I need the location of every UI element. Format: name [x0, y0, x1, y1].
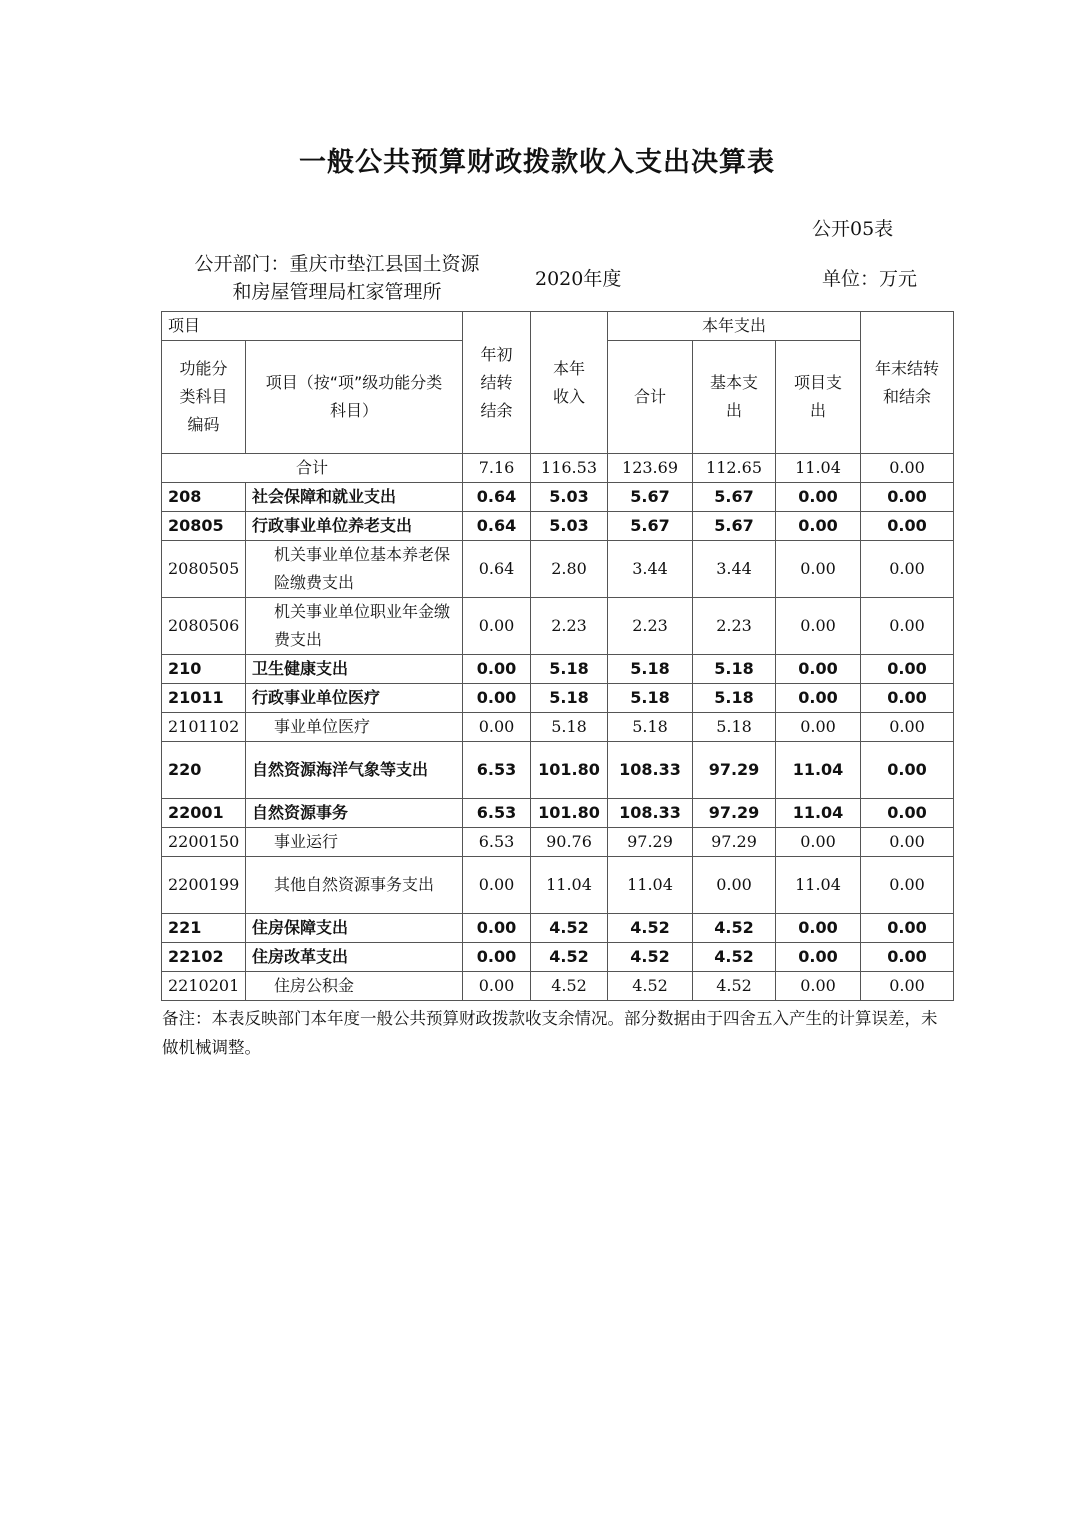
cell-income: 4.52	[531, 943, 608, 972]
cell-income: 5.18	[531, 684, 608, 713]
cell-end: 0.00	[861, 454, 954, 483]
cell-code: 22102	[162, 943, 246, 972]
table-row	[162, 598, 954, 655]
cell-basic: 112.65	[693, 454, 776, 483]
cell-code: 2210201	[162, 972, 246, 1001]
cell-total: 5.18	[608, 684, 693, 713]
cell-name: 住房公积金	[246, 972, 463, 1001]
table-row	[162, 713, 954, 742]
cell-income: 5.03	[531, 483, 608, 512]
header-project-expense: 项目支出	[776, 341, 861, 454]
cell-project: 0.00	[776, 713, 861, 742]
header-code: 功能分类科目编码	[162, 341, 246, 454]
table-row	[162, 828, 954, 857]
cell-begin: 0.00	[463, 655, 531, 684]
cell-begin: 0.00	[463, 914, 531, 943]
cell-begin: 6.53	[463, 799, 531, 828]
header-project: 项目	[162, 312, 463, 341]
cell-project: 0.00	[776, 655, 861, 684]
cell-name: 机关事业单位职业年金缴费支出	[246, 598, 463, 655]
cell-name: 住房改革支出	[246, 943, 463, 972]
cell-total: 123.69	[608, 454, 693, 483]
cell-end: 0.00	[861, 598, 954, 655]
cell-project: 0.00	[776, 512, 861, 541]
cell-total: 4.52	[608, 914, 693, 943]
cell-total: 3.44	[608, 541, 693, 598]
cell-income: 5.03	[531, 512, 608, 541]
table-row	[162, 972, 954, 1001]
cell-income: 5.18	[531, 713, 608, 742]
cell-end: 0.00	[861, 828, 954, 857]
form-number: 公开05表	[812, 218, 894, 240]
cell-begin: 6.53	[463, 742, 531, 799]
cell-begin: 0.64	[463, 483, 531, 512]
cell-end: 0.00	[861, 655, 954, 684]
cell-income: 4.52	[531, 914, 608, 943]
cell-project: 11.04	[776, 857, 861, 914]
cell-name: 卫生健康支出	[246, 655, 463, 684]
cell-end: 0.00	[861, 972, 954, 1001]
cell-name: 社会保障和就业支出	[246, 483, 463, 512]
cell-project: 0.00	[776, 483, 861, 512]
cell-total: 11.04	[608, 857, 693, 914]
cell-code: 210	[162, 655, 246, 684]
cell-total: 5.67	[608, 483, 693, 512]
header-begin-balance: 年初结转结余	[463, 312, 531, 454]
cell-total: 5.18	[608, 655, 693, 684]
cell-total: 2.23	[608, 598, 693, 655]
cell-total: 5.67	[608, 512, 693, 541]
cell-basic: 3.44	[693, 541, 776, 598]
table-row	[162, 943, 954, 972]
cell-code: 2200199	[162, 857, 246, 914]
cell-end: 0.00	[861, 857, 954, 914]
cell-total: 108.33	[608, 799, 693, 828]
table-row	[162, 483, 954, 512]
cell-total: 4.52	[608, 943, 693, 972]
cell-end: 0.00	[861, 541, 954, 598]
header-end-balance: 年末结转和结余	[861, 312, 954, 454]
cell-project: 0.00	[776, 972, 861, 1001]
cell-basic: 2.23	[693, 598, 776, 655]
cell-code: 22001	[162, 799, 246, 828]
cell-begin: 0.64	[463, 512, 531, 541]
cell-begin: 7.16	[463, 454, 531, 483]
header-income: 本年收入	[531, 312, 608, 454]
cell-basic: 97.29	[693, 799, 776, 828]
cell-code: 2080505	[162, 541, 246, 598]
cell-income: 90.76	[531, 828, 608, 857]
cell-income: 2.80	[531, 541, 608, 598]
cell-basic: 5.18	[693, 713, 776, 742]
cell-income: 4.52	[531, 972, 608, 1001]
cell-end: 0.00	[861, 742, 954, 799]
cell-project: 11.04	[776, 742, 861, 799]
cell-income: 5.18	[531, 655, 608, 684]
unit-label: 单位：万元	[822, 268, 918, 290]
cell-code: 220	[162, 742, 246, 799]
cell-project: 0.00	[776, 914, 861, 943]
cell-name: 行政事业单位养老支出	[246, 512, 463, 541]
cell-basic: 0.00	[693, 857, 776, 914]
cell-end: 0.00	[861, 914, 954, 943]
cell-basic: 97.29	[693, 742, 776, 799]
header-total: 合计	[608, 341, 693, 454]
cell-name: 机关事业单位基本养老保险缴费支出	[246, 541, 463, 598]
cell-begin: 0.00	[463, 943, 531, 972]
cell-end: 0.00	[861, 512, 954, 541]
header-expense-group: 本年支出	[608, 312, 861, 341]
total-row	[162, 454, 954, 483]
cell-basic: 4.52	[693, 914, 776, 943]
cell-name: 事业单位医疗	[246, 713, 463, 742]
department	[172, 250, 502, 306]
table-row	[162, 914, 954, 943]
cell-income: 101.80	[531, 742, 608, 799]
cell-name: 其他自然资源事务支出	[246, 857, 463, 914]
cell-income: 11.04	[531, 857, 608, 914]
cell-name: 住房保障支出	[246, 914, 463, 943]
cell-end: 0.00	[861, 713, 954, 742]
table-row	[162, 655, 954, 684]
table-row	[162, 541, 954, 598]
cell-begin: 0.00	[463, 972, 531, 1001]
cell-begin: 6.53	[463, 828, 531, 857]
cell-code: 2080506	[162, 598, 246, 655]
cell-end: 0.00	[861, 684, 954, 713]
budget-table	[161, 311, 954, 1001]
table-row	[162, 684, 954, 713]
cell-project: 0.00	[776, 943, 861, 972]
cell-project: 11.04	[776, 799, 861, 828]
cell-project: 11.04	[776, 454, 861, 483]
cell-total: 97.29	[608, 828, 693, 857]
cell-basic: 5.18	[693, 684, 776, 713]
cell-code: 221	[162, 914, 246, 943]
department-line-2: 和房屋管理局杠家管理所	[232, 281, 442, 303]
header-name: 项目（按“项”级功能分类科目）	[246, 341, 463, 454]
cell-begin: 0.64	[463, 541, 531, 598]
header-basic: 基本支出	[693, 341, 776, 454]
cell-basic: 5.67	[693, 512, 776, 541]
page-title: 一般公共预算财政拨款收入支出决算表	[299, 147, 775, 178]
cell-basic: 5.67	[693, 483, 776, 512]
table-row	[162, 857, 954, 914]
cell-project: 0.00	[776, 828, 861, 857]
cell-end: 0.00	[861, 483, 954, 512]
cell-basic: 5.18	[693, 655, 776, 684]
cell-name: 行政事业单位医疗	[246, 684, 463, 713]
cell-basic: 4.52	[693, 943, 776, 972]
fiscal-year: 2020年度	[535, 268, 622, 290]
table-row	[162, 799, 954, 828]
cell-code: 20805	[162, 512, 246, 541]
cell-total: 108.33	[608, 742, 693, 799]
cell-total: 4.52	[608, 972, 693, 1001]
cell-begin: 0.00	[463, 713, 531, 742]
cell-project: 0.00	[776, 541, 861, 598]
cell-project: 0.00	[776, 684, 861, 713]
table-row	[162, 742, 954, 799]
cell-basic: 4.52	[693, 972, 776, 1001]
cell-code: 21011	[162, 684, 246, 713]
cell-end: 0.00	[861, 799, 954, 828]
cell-income: 2.23	[531, 598, 608, 655]
cell-end: 0.00	[861, 943, 954, 972]
cell-income: 116.53	[531, 454, 608, 483]
cell-total: 5.18	[608, 713, 693, 742]
cell-code: 2101102	[162, 713, 246, 742]
cell-income: 101.80	[531, 799, 608, 828]
cell-name: 事业运行	[246, 828, 463, 857]
cell-name: 自然资源海洋气象等支出	[246, 742, 463, 799]
cell-begin: 0.00	[463, 684, 531, 713]
cell-code: 208	[162, 483, 246, 512]
cell-name: 自然资源事务	[246, 799, 463, 828]
department-line-1: 公开部门：重庆市垫江县国土资源	[194, 253, 480, 275]
cell-begin: 0.00	[463, 857, 531, 914]
cell-project: 0.00	[776, 598, 861, 655]
cell-begin: 0.00	[463, 598, 531, 655]
total-label: 合计	[162, 454, 463, 483]
cell-basic: 97.29	[693, 828, 776, 857]
table-row	[162, 512, 954, 541]
footnote: 备注：本表反映部门本年度一般公共预算财政拨款收支余情况。部分数据由于四舍五入产生的计算误差，未做机械调整。	[162, 1009, 938, 1057]
cell-code: 2200150	[162, 828, 246, 857]
